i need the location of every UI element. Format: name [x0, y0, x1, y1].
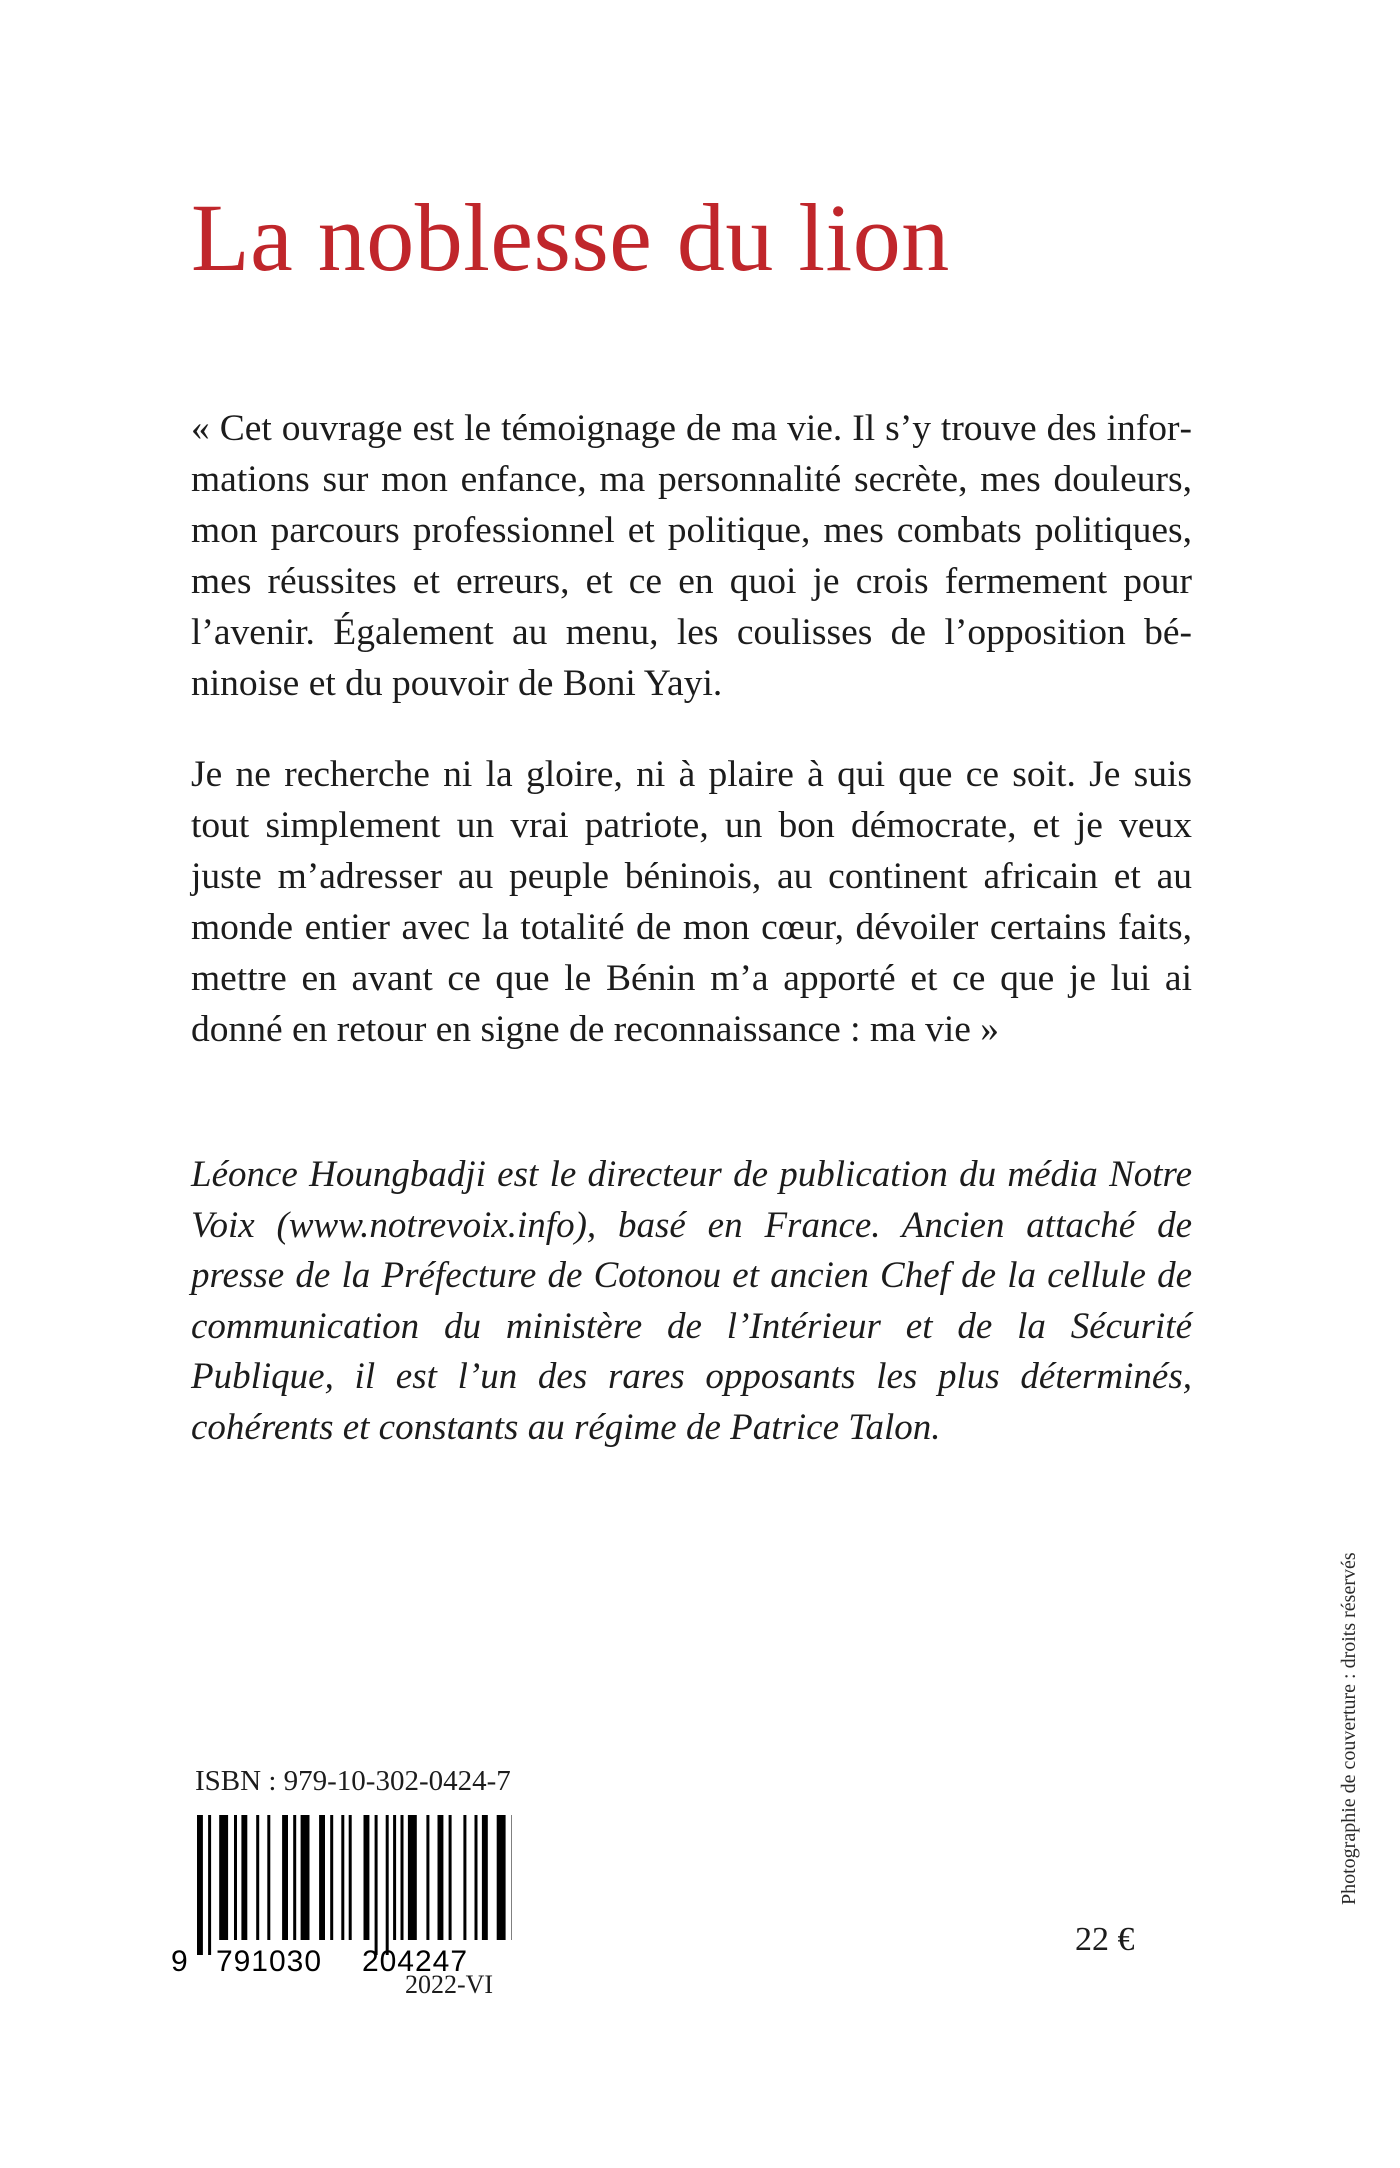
photo-credit: Photographie de couverture : droits réservés: [1338, 1552, 1360, 1905]
barcode-bar: [482, 1815, 488, 1940]
barcode: [167, 1815, 512, 1980]
barcode-bar: [386, 1815, 389, 1955]
edition-code: 2022-VI: [405, 1970, 494, 1999]
barcode-bar: [293, 1815, 296, 1940]
barcode-bar: [438, 1815, 444, 1940]
barcode-bar: [512, 1815, 513, 1940]
author-bio-container: [191, 1150, 1192, 1453]
barcode-bar: [401, 1815, 404, 1940]
quote-paragraph-1-container: [191, 403, 1192, 709]
barcode-bar: [393, 1815, 396, 1940]
barcode-bar: [449, 1815, 452, 1940]
barcode-bar: [408, 1815, 417, 1940]
author-bio: Léonce Houngbadji est le directeur de publication du média Notre Voix (www.notrevoix.info), basé en France. Ancien attaché de presse de la Préfecture de Cotonou et ancien Chef de la cellule de communication du ministère de l’Intérieur et de la Sécurité Publique, il est l’un des rares opposants les plus déterminés, cohérents et constants au régime de Patrice Talon.: [191, 1154, 1192, 1448]
barcode-bar: [197, 1815, 203, 1955]
barcode-bar: [426, 1815, 429, 1940]
barcode-bar: [241, 1815, 247, 1940]
barcode-bar: [282, 1815, 288, 1940]
barcode-bar: [219, 1815, 228, 1940]
barcode-bar: [497, 1815, 506, 1940]
barcode-bar: [267, 1815, 270, 1940]
barcode-bar: [475, 1815, 478, 1940]
barcode-bar: [319, 1815, 325, 1940]
quote-paragraph-1: « Cet ouvrage est le témoignage de ma vie. Il s’y trouve des informations sur mon enfance, ma personnalité secrète, mes douleurs, mon parcours professionnel et politique, mes combats politiques, mes réussites et erreurs, et ce en quoi je crois fermement pour l’avenir. Également au menu, les coulisses de l’opposition béninoise et du pouvoir de Boni Yayi.: [191, 408, 1192, 704]
barcode-bar: [330, 1815, 333, 1940]
barcode-digits-right: 204247: [361, 1945, 469, 1978]
quote-paragraph-2-container: [191, 749, 1192, 1055]
book-title: La noblesse du lion: [191, 184, 950, 291]
barcode-bar: [208, 1815, 211, 1955]
barcode-digits-left: 791030: [215, 1945, 323, 1978]
barcode-bar: [256, 1815, 259, 1940]
barcode-bar: [364, 1815, 370, 1940]
barcode-digit-first: 9: [171, 1945, 188, 1978]
barcode-bar: [463, 1815, 466, 1940]
price: 22 €: [1075, 1921, 1135, 1958]
barcode-bar: [234, 1815, 237, 1940]
barcode-bars: [197, 1815, 512, 1955]
isbn-label: ISBN : 979-10-302-0424-7: [195, 1765, 511, 1797]
barcode-bar: [341, 1815, 344, 1940]
quote-paragraph-2: Je ne recherche ni la gloire, ni à plaire à qui que ce soit. Je suis tout simplement un vrai patriote, un bon démocrate, et je veux juste m’adresser au peuple béninois, au continent africain et au monde entier avec la totalité de mon cœur, dévoiler certains faits, mettre en avant ce que le Bénin m’a apporté et ce que je lui ai donné en retour en signe de reconnaissance : ma vie »: [191, 754, 1192, 1050]
barcode-bar: [349, 1815, 352, 1940]
barcode-bar: [375, 1815, 378, 1955]
barcode-bar: [301, 1815, 310, 1940]
